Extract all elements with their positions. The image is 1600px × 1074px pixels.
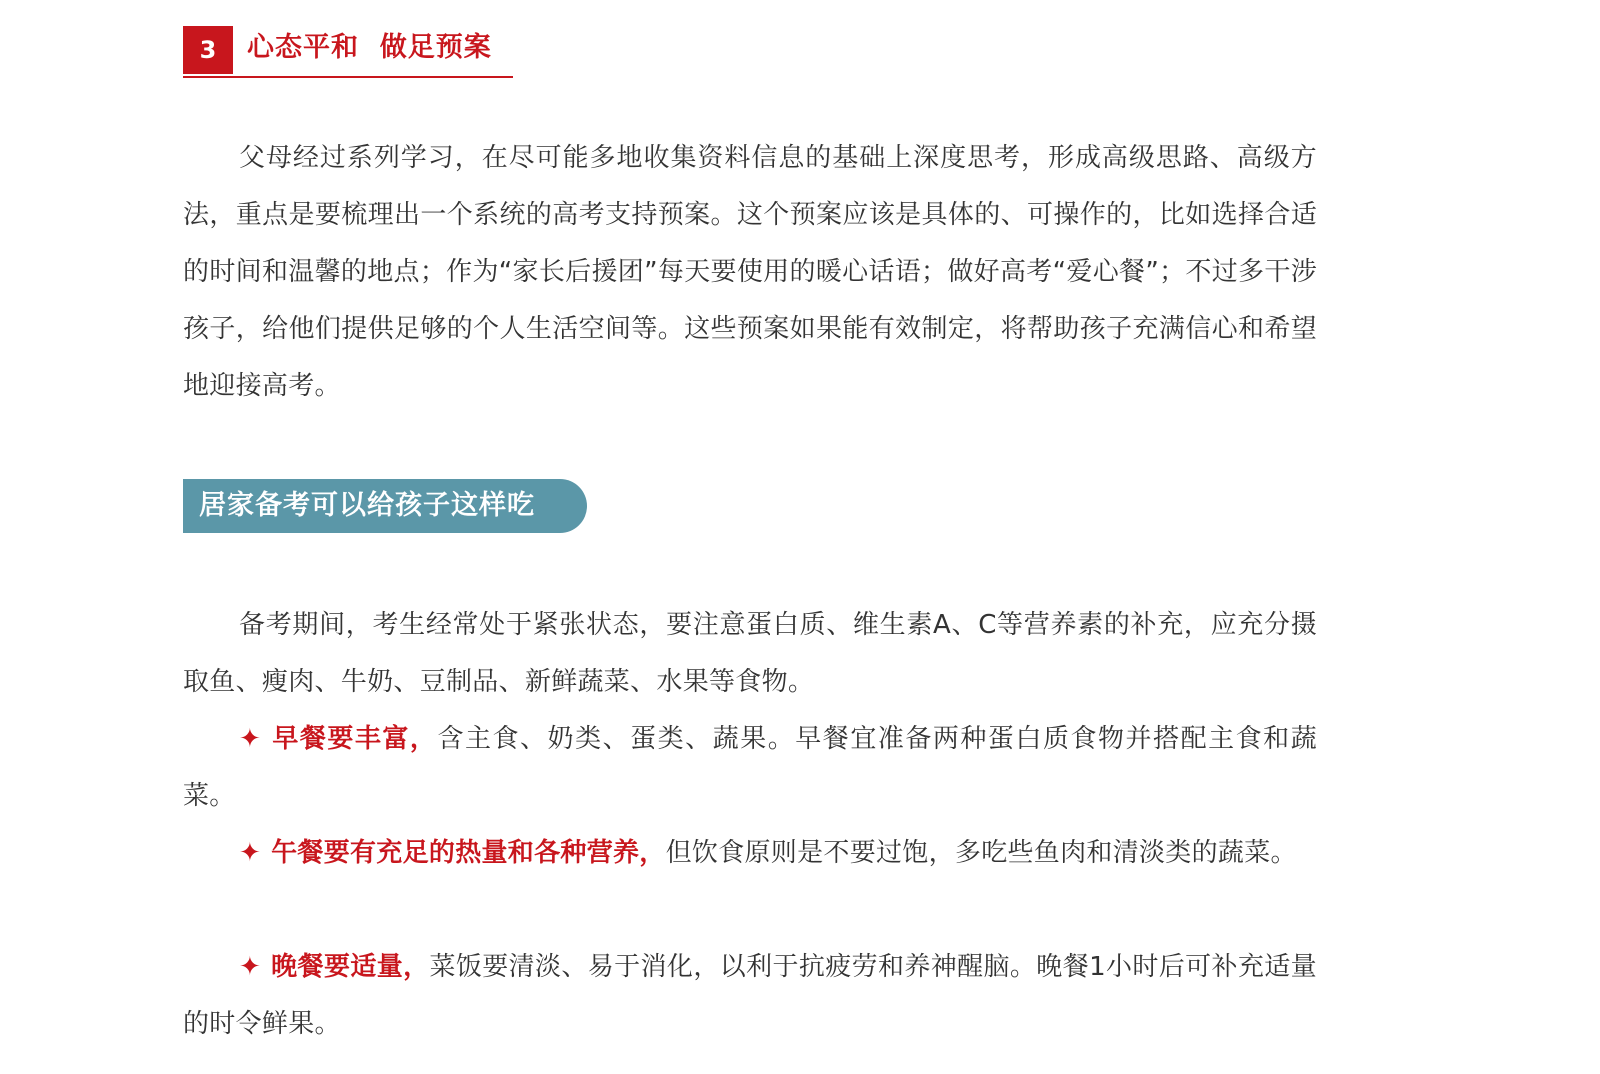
section-heading [183,26,513,78]
meal-highlight: 早餐要丰富， [271,724,438,754]
meal-item-dinner [183,939,1317,1053]
star-bullet-icon: ✦ [239,952,262,982]
meal-highlight: 午餐要有充足的热量和各种营养， [271,838,666,868]
subtitle-pill: 居家备考可以给孩子这样吃 [183,479,587,533]
meal-item-breakfast [183,711,1317,825]
meal-text: 但饮食原则是不要过饱，多吃些鱼肉和清淡类的蔬菜。 [665,838,1297,868]
paragraph-plan: 父母经过系列学习，在尽可能多地收集资料信息的基础上深度思考，形成高级思路、高级方法，重点是要梳理出一个系统的高考支持预案。这个预案应该是具体的、可操作的，比如选择合适的时间和温馨的地点；作为“家长后援团”每天要使用的暖心话语；做好高考“爱心餐”；不过多干涉孩子，给他们提供足够的个人生活空间等。这些预案如果能有效制定，将帮助孩子充满信心和希望地迎接高考。 [183,143,1317,401]
meal-highlight: 晚餐要适量， [271,952,430,982]
meal-item-lunch [183,825,1317,882]
section-number-badge: 3 [183,26,233,74]
star-bullet-icon: ✦ [239,724,262,754]
meal-text: 含主食、奶类、蛋类、蔬果。早餐宜准备两种蛋白质食物并搭配主食和蔬菜。 [183,724,1317,811]
section-title: 心态平和 做足预案 [247,32,492,63]
paragraph-nutrition: 备考期间，考生经常处于紧张状态，要注意蛋白质、维生素A、C等营养素的补充，应充分摄取鱼、瘦肉、牛奶、豆制品、新鲜蔬菜、水果等食物。 [183,610,1317,697]
meal-text: 菜饭要清淡、易于消化，以利于抗疲劳和养神醒脑。晚餐1小时后可补充适量的时令鲜果。 [183,952,1317,1039]
star-bullet-icon: ✦ [239,838,262,868]
